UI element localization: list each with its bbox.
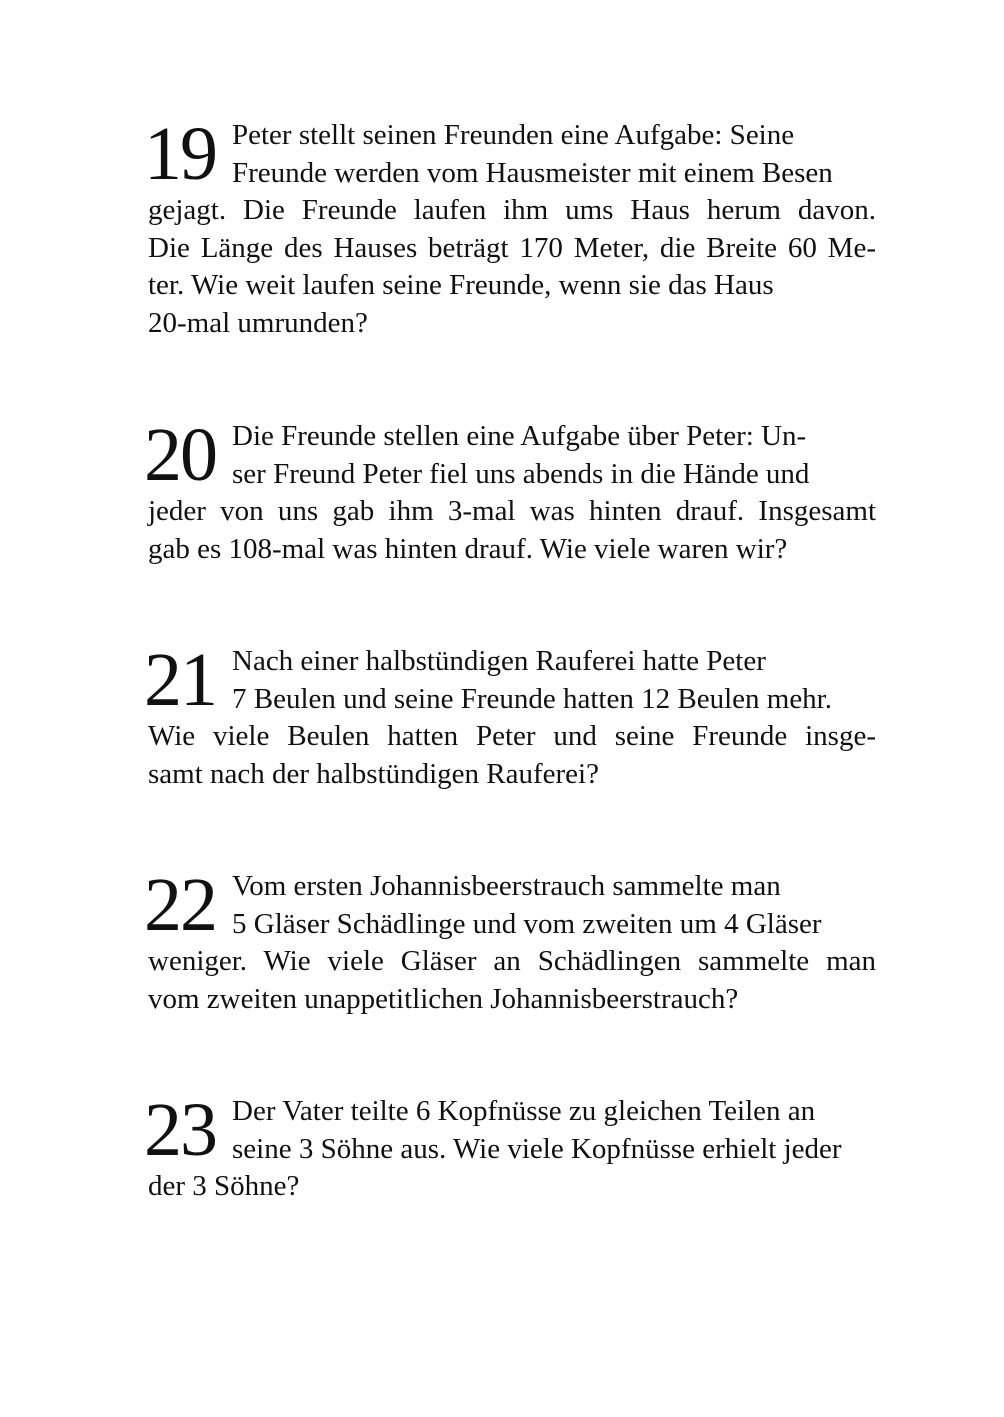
problem-text-line: samt nach der halbstündigen Rauferei? <box>148 757 599 790</box>
problem-text-line: Wie viele Beulen hatten Peter und seine Freunde insge- <box>148 720 876 752</box>
problem-23 <box>144 1088 876 1206</box>
problem-text-line: ser Freund Peter fiel uns abends in die Hände und <box>232 457 810 490</box>
problem-number: 21 <box>144 638 216 722</box>
problem-19 <box>144 112 876 342</box>
problem-text-line: Die Länge des Hauses beträgt 170 Meter, die Breite 60 Me- <box>148 231 876 264</box>
problem-text-line: gab es 108-mal was hinten drauf. Wie viele waren wir? <box>148 532 788 565</box>
problem-text-line: seine 3 Söhne aus. Wie viele Kopfnüsse erhielt jeder <box>232 1132 842 1165</box>
problem-text-line: Freunde werden vom Hausmeister mit einem Besen <box>232 156 833 189</box>
problem-20 <box>144 413 876 568</box>
problem-number: 23 <box>144 1088 216 1172</box>
problem-number: 19 <box>144 112 216 196</box>
problem-number: 22 <box>144 863 216 947</box>
problem-text-line: Die Freunde stellen eine Aufgabe über Peter: Un- <box>232 420 807 452</box>
problem-text-line: Der Vater teilte 6 Kopfnüsse zu gleichen Teilen an <box>232 1095 816 1127</box>
problem-text-line: ter. Wie weit laufen seine Freunde, wenn sie das Haus <box>148 269 774 301</box>
problem-text-line: 5 Gläser Schädlinge und vom zweiten um 4 Gläser <box>232 907 822 940</box>
problem-text-line: vom zweiten unappetitlichen Johannisbeerstrauch? <box>148 982 739 1015</box>
problem-text-line: der 3 Söhne? <box>148 1170 300 1202</box>
problem-text-line: Peter stellt seinen Freunden eine Aufgabe: Seine <box>232 119 795 151</box>
problem-text-line: 20-mal umrunden? <box>148 306 368 339</box>
problem-text-line: Nach einer halbstündigen Rauferei hatte Peter <box>232 645 766 677</box>
problem-text-line: jeder von uns gab ihm 3-mal was hinten drauf. Insgesamt <box>148 495 876 527</box>
problem-21 <box>144 638 876 793</box>
problem-22 <box>144 863 876 1018</box>
problem-text-line: weniger. Wie viele Gläser an Schädlingen sammelte man <box>148 945 876 977</box>
problem-text-line: 7 Beulen und seine Freunde hatten 12 Beulen mehr. <box>232 682 832 715</box>
problem-text-line: Vom ersten Johannisbeerstrauch sammelte man <box>232 870 781 902</box>
problem-text-line: gejagt. Die Freunde laufen ihm ums Haus herum davon. <box>148 194 876 226</box>
problem-number: 20 <box>144 413 216 497</box>
